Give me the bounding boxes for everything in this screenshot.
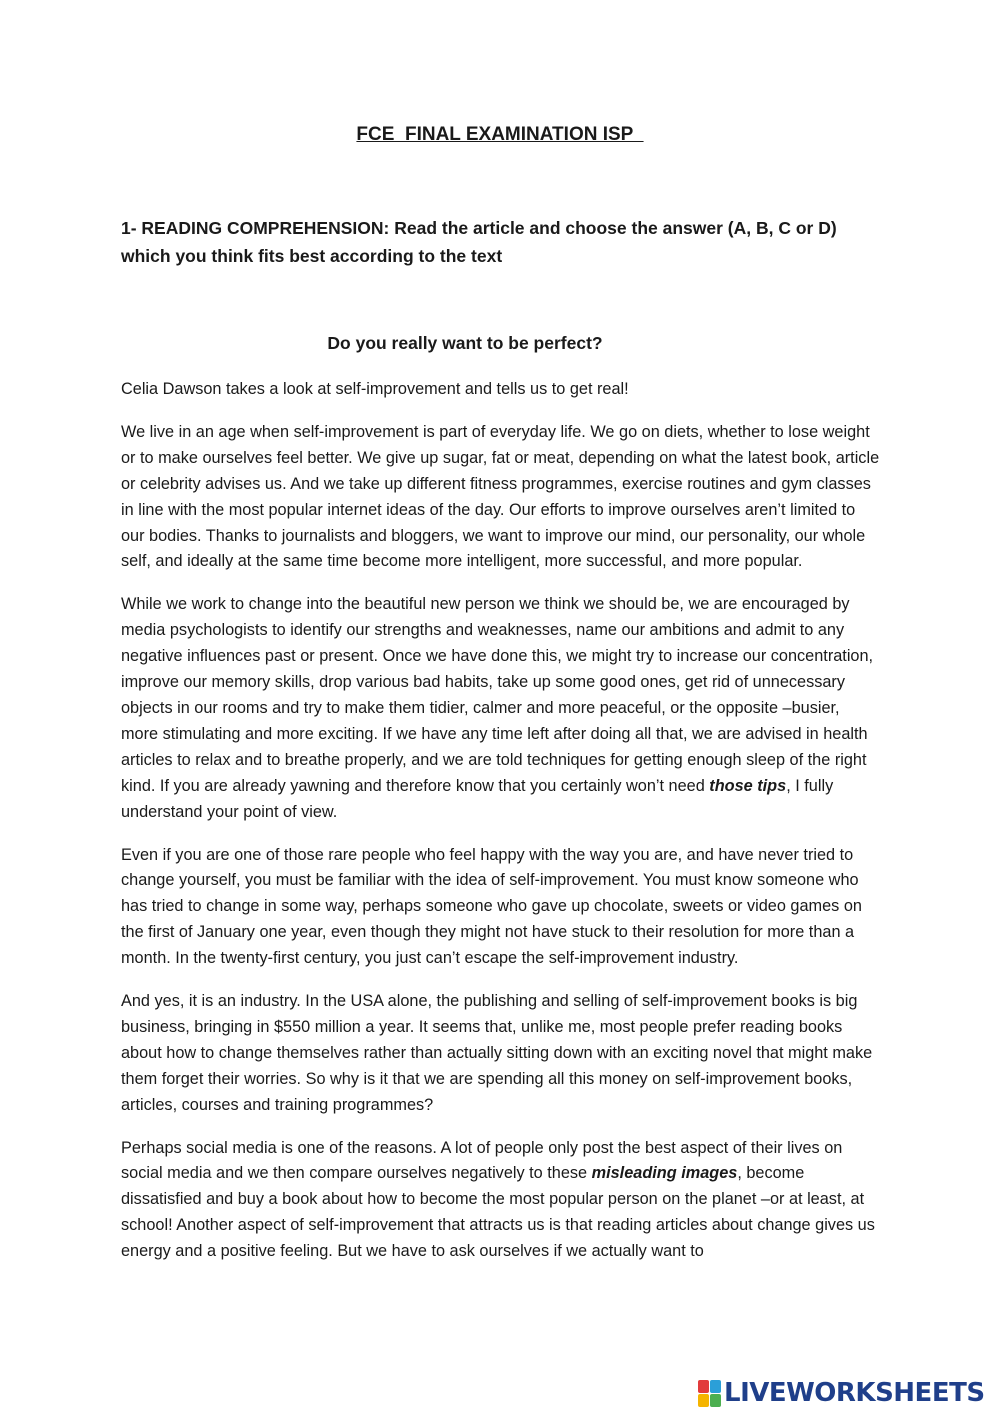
article-paragraph-3: Even if you are one of those rare people who feel happy with the way you are, and have never tried to change yourself, you must be familiar with the idea of self-improvement. You must know someone who has tried to change in some way, perhaps someone who gave up chocolate, sweets or video games on the first of January one year, even though they might not have stuck to their resolution for more than a month. In the twenty-first century, you just can’t escape the self-improvement industry. (121, 845, 862, 968)
logo-square-green (710, 1394, 721, 1407)
paragraph-5-text-start: Perhaps social media is one of the reasons. A lot of people only post the best aspect of their lives on social media and we then compare ourselves negatively to these (121, 1138, 843, 1183)
logo-square-blue (710, 1380, 721, 1393)
paragraph-2-text-end: , I fully understand your point of view. (121, 776, 834, 821)
exam-title-text: FCE FINAL EXAMINATION ISP (356, 124, 644, 145)
liveworksheets-watermark (698, 1378, 985, 1408)
article-paragraph-4: And yes, it is an industry. In the USA alone, the publishing and selling of self-improvement books is big business, bringing in $550 million a year. It seems that, unlike me, most people prefer reading books about how to change themselves rather than actually sitting down with an exciting novel that might make them forget their worries. So why is it that we are spending all this money on self-improvement books, articles, courses and training programmes? (121, 992, 873, 1114)
logo-square-yellow (698, 1394, 709, 1407)
exam-title (0, 124, 1000, 146)
paragraph-2-text-start: While we work to change into the beautiful new person we think we should be, we are encouraged by media psychologists to identify our strengths and weaknesses, name our ambitions and admit to any negative influences past or present. Once we have done this, we might try to increase our concentration, improve our memory skills, drop various bad habits, take up some good ones, get rid of unnecessary objects in our rooms and try to make them tidier, calmer and more peaceful, or the opposite –busier, more stimulating and more exciting. If we have any time left after doing all that, we are advised in health articles to relax and to breathe properly, and we are told techniques for getting enough sleep of the right kind. If you are already yawning and therefore know that you certainly won’t need (121, 595, 874, 795)
emphasis-those-tips: those tips (709, 776, 787, 795)
article-paragraph-2 (121, 592, 881, 825)
logo-square-red (698, 1380, 709, 1393)
emphasis-misleading-images: misleading images (591, 1164, 738, 1183)
liveworksheets-logo-icon (698, 1380, 721, 1407)
reading-comprehension-instructions: 1- READING COMPREHENSION: Read the article and choose the answer (A, B, C or D) which you think fits best according to the text (121, 218, 837, 266)
article-paragraph-5 (121, 1136, 881, 1266)
article-title: Do you really want to be perfect? (327, 333, 603, 353)
article-paragraph-1: We live in an age when self-improvement is part of everyday life. We go on diets, whether to lose weight or to make ourselves feel better. We give up sugar, fat or meat, depending on what the latest book, article or celebrity advises us. And we take up different fitness programmes, exercise routines and gym classes in line with the most popular internet ideas of the day. Our efforts to improve ourselves aren’t limited to our bodies. Thanks to journalists and bloggers, we want to improve our mind, our personality, our whole self, and ideally at the same time become more intelligent, more successful, and more popular. (121, 422, 880, 571)
article-body (121, 377, 881, 1282)
watermark-text: LIVEWORKSHEETS (724, 1378, 985, 1408)
article-byline: Celia Dawson takes a look at self-improvement and tells us to get real! (121, 380, 629, 398)
paragraph-5-text-end: , become dissatisfied and buy a book about how to become the most popular person on the planet –or at least, at school! Another aspect of self-improvement that attracts us is that reading articles about change gives us energy and a positive feeling. But we have to ask ourselves if we actually want to (121, 1164, 875, 1261)
